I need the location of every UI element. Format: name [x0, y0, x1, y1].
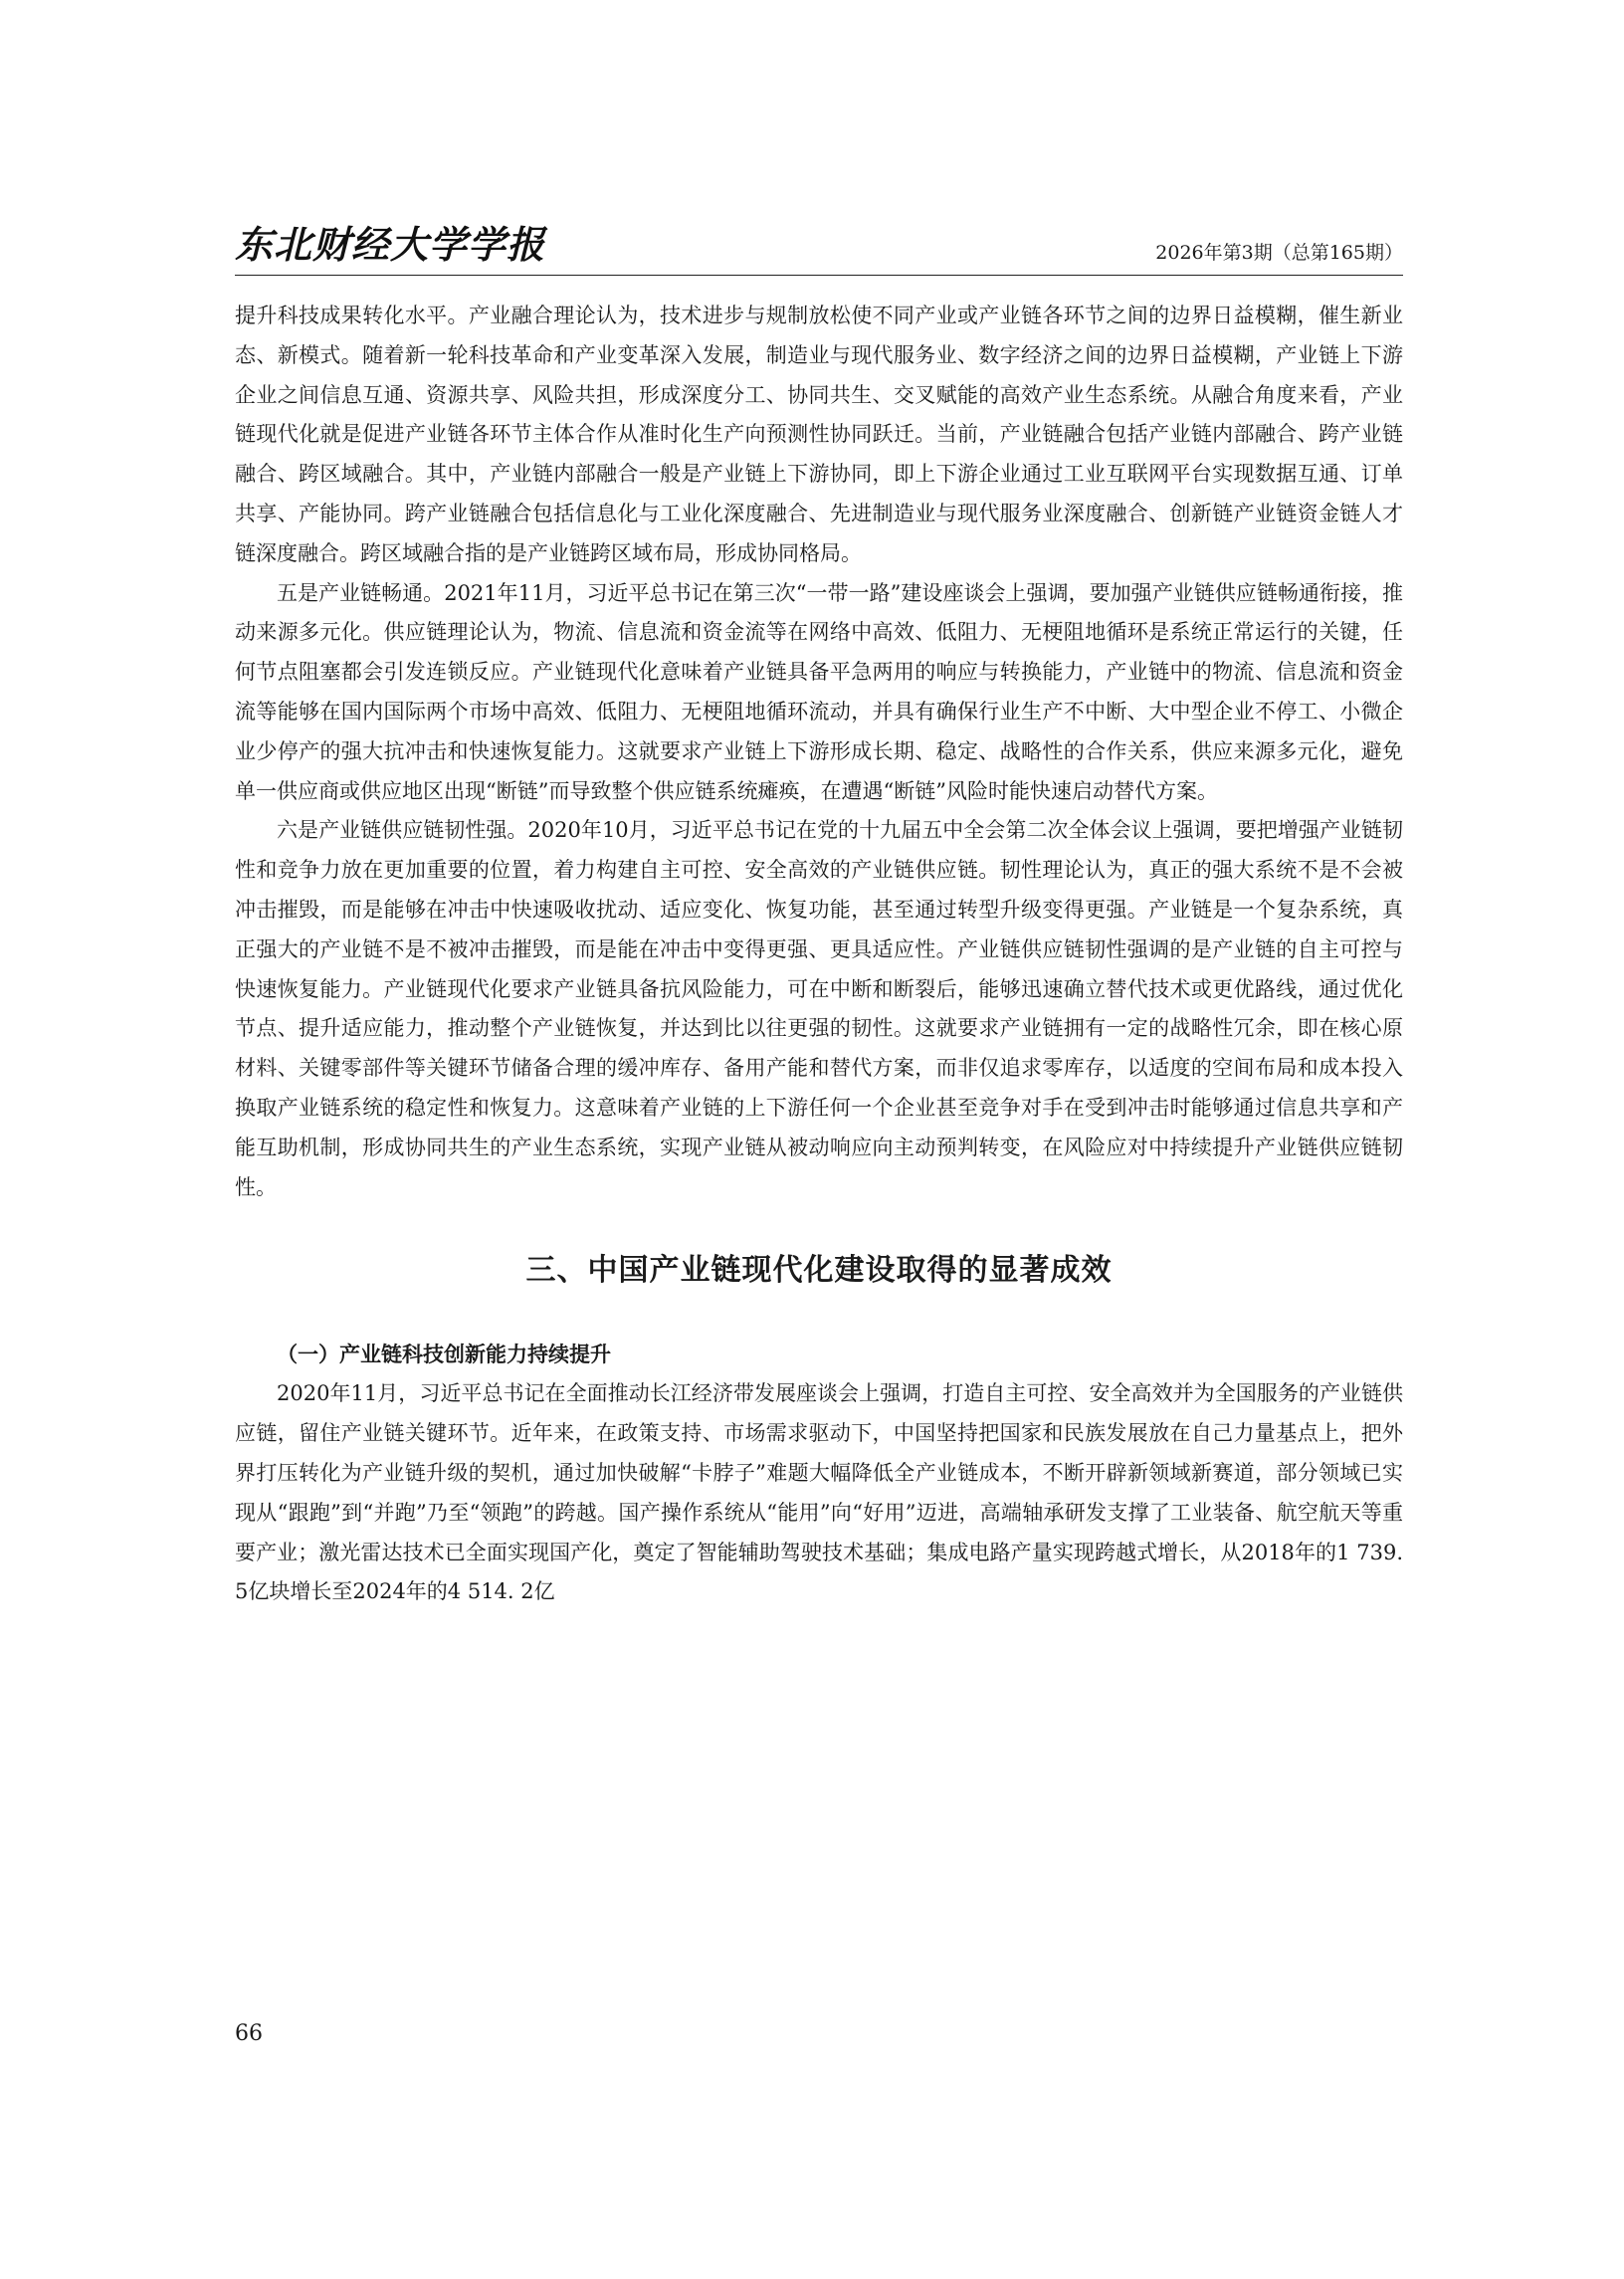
header-rule [235, 275, 1403, 276]
paragraph-five: 五是产业链畅通。2021年11月，习近平总书记在第三次“一带一路”建设座谈会上强调，要加强产业链供应链畅通衔接，推动来源多元化。供应链理论认为，物流、信息流和资金流等在网络中高效、低阻力、无梗阻地循环是系统正常运行的关键，任何节点阻塞都会引发连锁反应。产业链现代化意味着产业链具备平急两用的响应与转换能力，产业链中的物流、信息流和资金流等能够在国内国际两个市场中高效、低阻力、无梗阻地循环流动，并具有确保行业生产不中断、大中型企业不停工、小微企业少停产的强大抗冲击和快速恢复能力。这就要求产业链上下游形成长期、稳定、战略性的合作关系，供应来源多元化，避免单一供应商或供应地区出现“断链”而导致整个供应链系统瘫痪，在遭遇“断链”风险时能快速启动替代方案。 [235, 580, 1403, 803]
issue-info: 2026年第3期（总第165期） [1155, 242, 1403, 264]
page-number: 66 [235, 2021, 263, 2046]
paragraph-continued: 提升科技成果转化水平。产业融合理论认为，技术进步与规制放松使不同产业或产业链各环节之间的边界日益模糊，催生新业态、新模式。随着新一轮科技革命和产业变革深入发展，制造业与现代服务业、数字经济之间的边界日益模糊，产业链上下游企业之间信息互通、资源共享、风险共担，形成深度分工、协同共生、交叉赋能的高效产业生态系统。从融合角度来看，产业链现代化就是促进产业链各环节主体合作从准时化生产向预测性协同跃迁。当前，产业链融合包括产业链内部融合、跨产业链融合、跨区域融合。其中，产业链内部融合一般是产业链上下游协同，即上下游企业通过工业互联网平台实现数据互通、订单共享、产能协同。跨产业链融合包括信息化与工业化深度融合、先进制造业与现代服务业深度融合、创新链产业链资金链人才链深度融合。跨区域融合指的是产业链跨区域布局，形成协同格局。 [235, 304, 1403, 565]
journal-logo: 东北财经大学学报 [235, 222, 546, 267]
section-title: 三、中国产业链现代化建设取得的显著成效 [525, 1253, 1113, 1289]
article-body [235, 297, 1403, 1612]
paragraph-tech-innovation: 2020年11月，习近平总书记在全面推动长江经济带发展座谈会上强调，打造自主可控、安全高效并为全国服务的产业链供应链，留住产业链关键环节。近年来，在政策支持、市场需求驱动下，中国坚持把国家和民族发展放在自己力量基点上，把外界打压转化为产业链升级的契机，通过加快破解“卡脖子”难题大幅降低全产业链成本，不断开辟新领域新赛道，部分领域已实现从“跟跑”到“并跑”乃至“领跑”的跨越。国产操作系统从“能用”向“好用”迈进，高端轴承研发支撑了工业装备、航空航天等重要产业；激光雷达技术已全面实现国产化，奠定了智能辅助驾驶技术基础；集成电路产量实现跨越式增长，从2018年的1 739. 5亿块增长至2024年的4 514. 2亿 [235, 1381, 1403, 1604]
running-header [235, 221, 1403, 271]
subsection-title: （一）产业链科技创新能力持续提升 [277, 1343, 611, 1367]
paragraph-six: 六是产业链供应链韧性强。2020年10月，习近平总书记在党的十九届五中全会第二次全体会议上强调，要把增强产业链韧性和竞争力放在更加重要的位置，着力构建自主可控、安全高效的产业链供应链。韧性理论认为，真正的强大系统不是不会被冲击摧毁，而是能够在冲击中快速吸收扰动、适应变化、恢复功能，甚至通过转型升级变得更强。产业链是一个复杂系统，真正强大的产业链不是不被冲击摧毁，而是能在冲击中变得更强、更具适应性。产业链供应链韧性强调的是产业链的自主可控与快速恢复能力。产业链现代化要求产业链具备抗风险能力，可在中断和断裂后，能够迅速确立替代技术或更优路线，通过优化节点、提升适应能力，推动整个产业链恢复，并达到比以往更强的韧性。这就要求产业链拥有一定的战略性冗余，即在核心原材料、关键零部件等关键环节储备合理的缓冲库存、备用产能和替代方案，而非仅追求零库存，以适度的空间布局和成本投入换取产业链系统的稳定性和恢复力。这意味着产业链的上下游任何一个企业甚至竞争对手在受到冲击时能够通过信息共享和产能互助机制，形成协同共生的产业生态系统，实现产业链从被动响应向主动预判转变，在风险应对中持续提升产业链供应链韧性。 [235, 818, 1403, 1199]
